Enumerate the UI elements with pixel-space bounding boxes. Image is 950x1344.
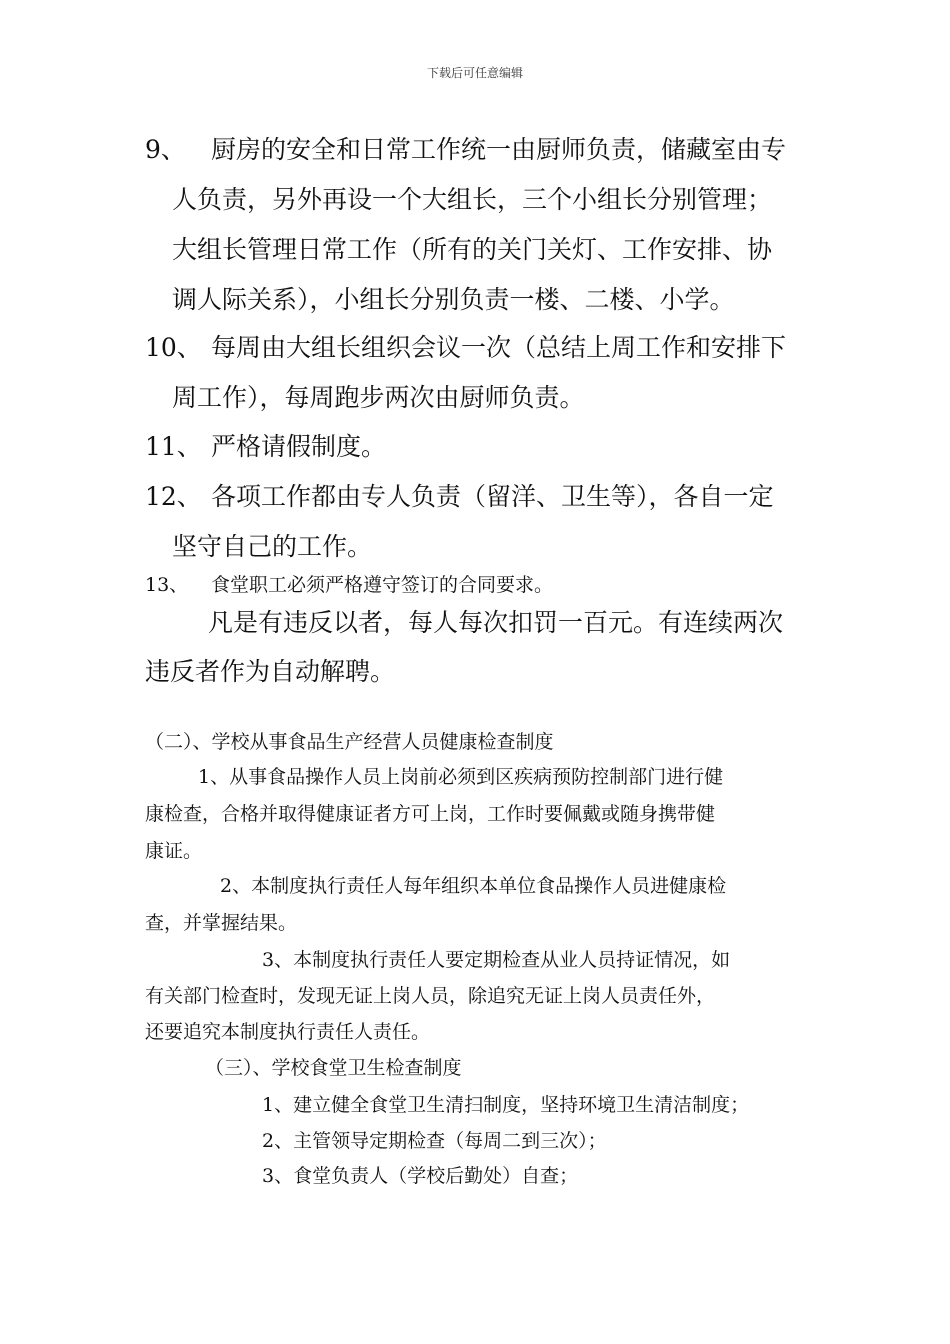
rule-line: 周工作），每周跑步两次由厨师负责。: [172, 383, 585, 412]
section-3-item: 2、主管领导定期检查（每周二到三次）；: [262, 1130, 607, 1152]
rule-number: 10、: [145, 333, 202, 362]
rule-line: 每周由大组长组织会议一次（总结上周工作和安排下: [211, 333, 787, 362]
section-2-item-1-line: 1、从事食品操作人员上岗前必须到区疾病预防控制部门进行健: [198, 766, 724, 788]
section-2-item-2-line: 查，并掌握结果。: [145, 912, 298, 934]
section-2-item-2-line: 2、本制度执行责任人每年组织本单位食品操作人员进健康检: [220, 875, 727, 897]
rule-line: 严格请假制度。: [211, 432, 387, 461]
section-2-item-1-line: 康证。: [145, 840, 203, 862]
rule-line: 调人际关系），小组长分别负责一楼、二楼、小学。: [172, 285, 735, 314]
rule-line: 各项工作都由专人负责（留洋、卫生等），各自一定: [211, 482, 774, 511]
penalty-line: 违反者作为自动解聘。: [145, 657, 396, 686]
section-2-item-3-line: 有关部门检查时，发现无证上岗人员，除追究无证上岗人员责任外，: [145, 985, 716, 1007]
section-2-title: （二）、学校从事食品生产经营人员健康检查制度: [145, 731, 554, 753]
page-header-note: 下载后可任意编辑: [426, 66, 523, 80]
rule-line: 大组长管理日常工作（所有的关门关灯、工作安排、协: [172, 235, 773, 264]
section-3-item: 3、食堂负责人（学校后勤处）自查；: [262, 1165, 579, 1187]
rule-line: 人负责，另外再设一个大组长，三个小组长分别管理；: [172, 185, 773, 214]
section-3-item: 1、建立健全食堂卫生清扫制度，坚持环境卫生清洁制度；: [262, 1094, 750, 1116]
rule-13-text: 食堂职工必须严格遵守签订的合同要求。: [211, 574, 554, 596]
section-3-title: （三）、学校食堂卫生检查制度: [205, 1057, 462, 1079]
rule-13-number: 13、: [145, 574, 189, 596]
rule-number: 12、: [145, 482, 202, 511]
rule-number: 11、: [145, 432, 202, 461]
rule-line: 厨房的安全和日常工作统一由厨师负责，储藏室由专: [211, 135, 787, 164]
section-2-item-3-line: 还要追究本制度执行责任人责任。: [145, 1021, 431, 1043]
section-2-item-3-line: 3、本制度执行责任人要定期检查从业人员持证情况，如: [262, 949, 731, 971]
rule-number: 9、: [145, 135, 186, 164]
section-2-item-1-line: 康检查，合格并取得健康证者方可上岗，工作时要佩戴或随身携带健: [145, 803, 716, 825]
rule-line: 坚守自己的工作。: [172, 532, 373, 561]
penalty-line: 凡是有违反以者，每人每次扣罚一百元。有连续两次: [208, 608, 784, 637]
